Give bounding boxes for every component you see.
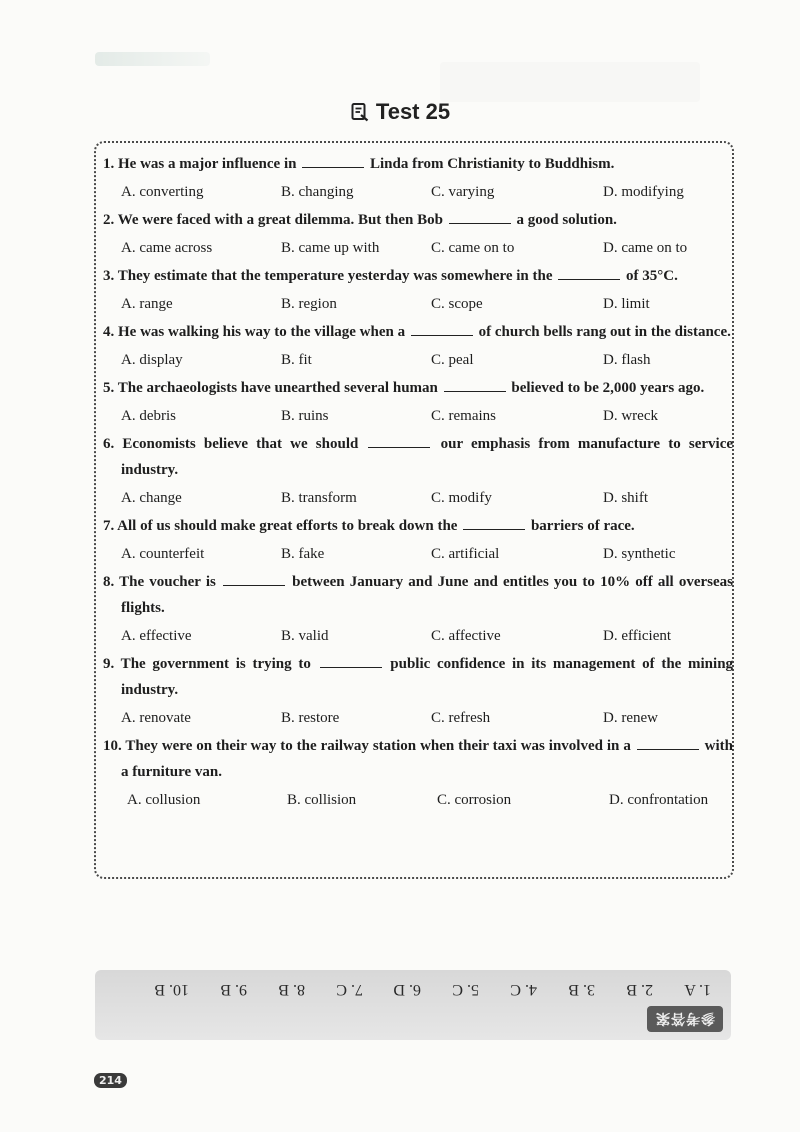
answer-item: 5. C	[452, 981, 479, 998]
question-5	[103, 375, 733, 431]
option-d: D. limit	[603, 296, 650, 312]
option-b: B. fake	[281, 546, 325, 562]
page-title-text: Test 25	[375, 99, 451, 124]
options	[103, 483, 733, 513]
question-stem: 6. Economists believe that we should our emphasis from manufacture to service industry.	[103, 431, 733, 483]
options	[103, 345, 733, 375]
options	[103, 233, 733, 263]
answer-blank	[463, 515, 525, 530]
options	[103, 177, 733, 207]
option-b: B. ruins	[281, 408, 329, 424]
option-c: C. artificial	[431, 546, 500, 562]
question-6	[103, 431, 733, 513]
option-a: A. display	[121, 352, 183, 368]
answer-blank	[449, 209, 511, 224]
question-stem: 1. He was a major influence in Linda from Christianity to Buddhism.	[103, 151, 733, 177]
question-2	[103, 207, 733, 263]
question-8	[103, 569, 733, 651]
option-d: D. renew	[603, 710, 658, 726]
question-10	[103, 733, 733, 815]
option-c: C. scope	[431, 296, 483, 312]
option-c: C. modify	[431, 490, 492, 506]
answer-blank	[558, 265, 620, 280]
question-stem: 8. The voucher is between January and June and entitles you to 10% off all overseas flights.	[103, 569, 733, 621]
options	[103, 289, 733, 319]
option-c: C. refresh	[431, 710, 491, 726]
option-a: A. collusion	[127, 792, 201, 808]
answer-blank	[320, 653, 382, 668]
options	[103, 539, 733, 569]
answer-blank	[444, 377, 506, 392]
answer-blank	[368, 433, 430, 448]
answer-item: 8. B	[278, 981, 305, 998]
page-number: 214	[94, 1073, 127, 1088]
option-a: A. debris	[121, 408, 176, 424]
answer-blank	[223, 571, 285, 586]
bleed-through-header	[95, 52, 210, 66]
option-b: B. came up with	[281, 240, 380, 256]
test-document-icon	[350, 102, 370, 122]
question-1	[103, 151, 733, 207]
option-b: B. fit	[281, 352, 312, 368]
question-list	[103, 151, 733, 815]
option-b: B. valid	[281, 628, 329, 644]
page-title	[0, 99, 800, 125]
option-d: D. modifying	[603, 184, 684, 200]
question-stem: 10. They were on their way to the railway station when their taxi was involved in a with a furniture van.	[103, 733, 733, 785]
option-b: B. collision	[287, 792, 357, 808]
question-stem: 7. All of us should make great efforts to break down the barriers of race.	[103, 513, 733, 539]
option-b: B. restore	[281, 710, 340, 726]
option-d: D. efficient	[603, 628, 672, 644]
question-stem: 2. We were faced with a great dilemma. But then Bob a good solution.	[103, 207, 733, 233]
question-stem: 5. The archaeologists have unearthed several human believed to be 2,000 years ago.	[103, 375, 733, 401]
option-b: B. changing	[281, 184, 354, 200]
answer-item: 10. B	[154, 981, 189, 998]
question-stem: 3. They estimate that the temperature yesterday was somewhere in the of 35°C.	[103, 263, 733, 289]
option-a: A. renovate	[121, 710, 191, 726]
answer-item: 6. D	[393, 981, 421, 998]
answer-key-upside-down	[95, 970, 731, 1040]
option-d: D. came on to	[603, 240, 688, 256]
question-4	[103, 319, 733, 375]
option-d: D. flash	[603, 352, 651, 368]
option-a: A. change	[121, 490, 182, 506]
answer-item: 4. C	[510, 981, 537, 998]
answer-item: 7. C	[336, 981, 363, 998]
question-9	[103, 651, 733, 733]
option-b: B. region	[281, 296, 337, 312]
bleed-through-smudge	[440, 62, 700, 102]
options	[103, 785, 733, 815]
option-d: D. wreck	[603, 408, 658, 424]
answer-item: 1. A	[684, 981, 711, 998]
option-c: C. peal	[431, 352, 474, 368]
question-7	[103, 513, 733, 569]
option-a: A. converting	[121, 184, 204, 200]
answer-blank	[637, 735, 699, 750]
option-c: C. corrosion	[437, 792, 512, 808]
answer-key-bar	[95, 970, 731, 1040]
option-d: D. confrontation	[609, 792, 709, 808]
question-3	[103, 263, 733, 319]
answer-item: 2. B	[626, 981, 653, 998]
answer-blank	[411, 321, 473, 336]
answer-blank	[302, 153, 364, 168]
option-a: A. counterfeit	[121, 546, 205, 562]
option-a: A. range	[121, 296, 173, 312]
question-stem: 9. The government is trying to public confidence in its management of the mining industry.	[103, 651, 733, 703]
option-d: D. synthetic	[603, 546, 676, 562]
question-stem: 4. He was walking his way to the village when a of church bells rang out in the distance.	[103, 319, 733, 345]
option-a: A. came across	[121, 240, 213, 256]
options	[103, 703, 733, 733]
options	[103, 401, 733, 431]
option-a: A. effective	[121, 628, 192, 644]
option-b: B. transform	[281, 490, 357, 506]
option-c: C. remains	[431, 408, 496, 424]
option-c: C. affective	[431, 628, 501, 644]
options	[103, 621, 733, 651]
answer-key-list	[131, 980, 711, 998]
answer-key-label: 参考答案	[647, 1006, 723, 1032]
answer-item: 3. B	[568, 981, 595, 998]
answer-item: 9. B	[220, 981, 247, 998]
option-c: C. came on to	[431, 240, 515, 256]
option-c: C. varying	[431, 184, 495, 200]
option-d: D. shift	[603, 490, 648, 506]
